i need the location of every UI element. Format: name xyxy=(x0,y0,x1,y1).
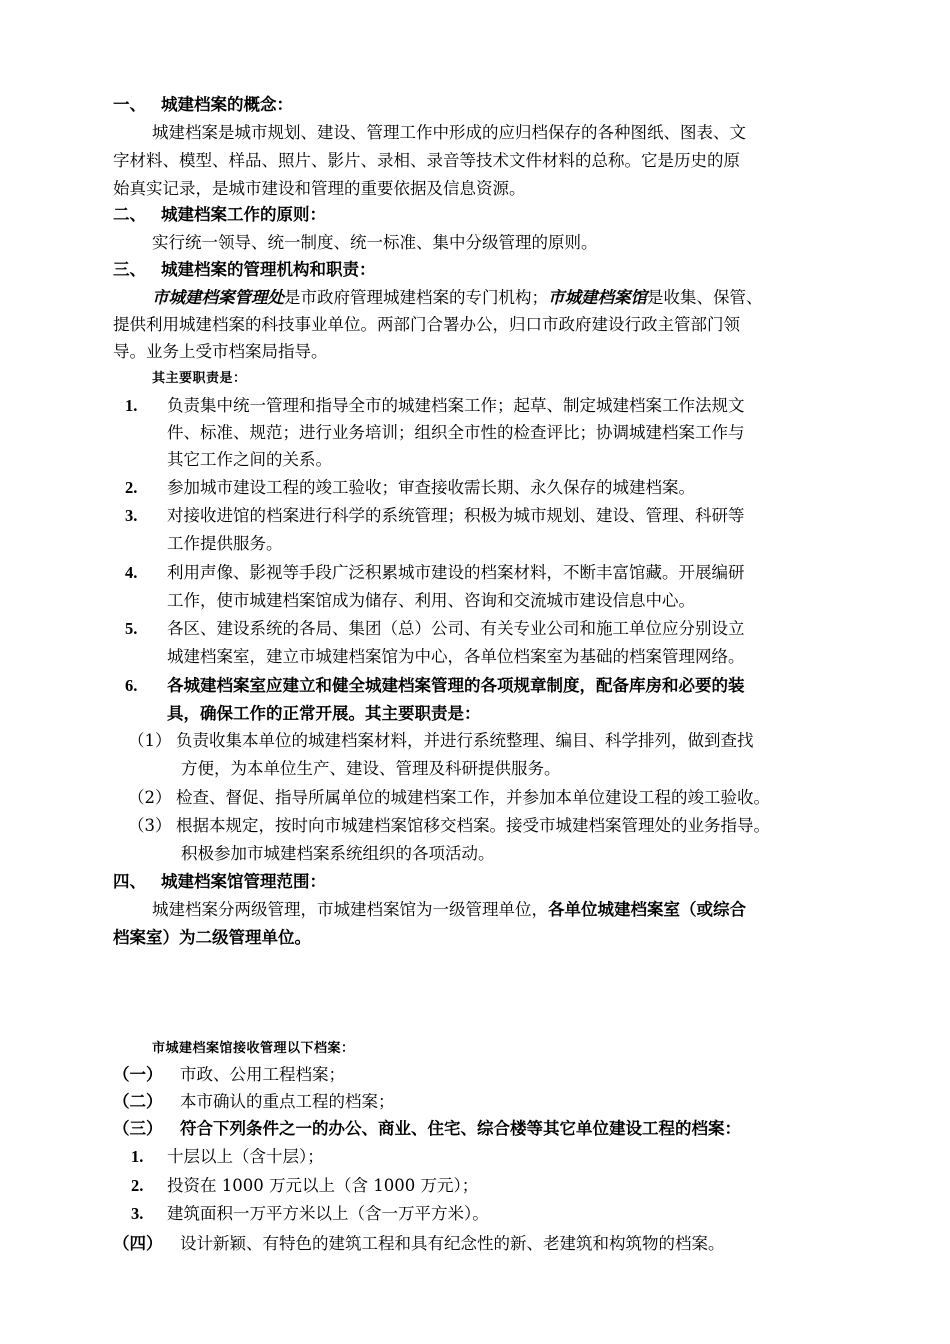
list-item-line: 各城建档案室应建立和健全城建档案管理的各项规章制度，配备库房和必要的装 xyxy=(167,676,745,695)
list-item-line: 件、标准、规范；进行业务培训；组织全市性的检查评比；协调城建档案工作与 xyxy=(167,423,745,442)
section-heading: 城建档案工作的原则： xyxy=(161,205,326,224)
list-number: （三） xyxy=(113,1119,163,1138)
section-heading: 城建档案的概念： xyxy=(161,95,293,114)
condition-number: 2. xyxy=(131,1176,144,1195)
list-item-line: 工作，使市城建档案馆成为储存、利用、咨询和交流城市建设信息中心。 xyxy=(167,591,695,610)
paragraph-line xyxy=(152,287,763,309)
paragraph-line: 提供利用城建档案的科技事业单位。两部门合署办公，归口市政府建设行政主管部门领 xyxy=(113,315,740,334)
list-item-line: 参加城市建设工程的竣工验收；审查接收需长期、永久保存的城建档案。 xyxy=(167,478,695,497)
org-name: 市城建档案管理处 xyxy=(152,288,284,307)
list-number: 6. xyxy=(125,676,138,695)
condition-text: 投资在 1000 万元以上（含 1000 万元）； xyxy=(167,1176,479,1195)
receive-label: 市城建档案馆接收管理以下档案： xyxy=(152,1041,355,1056)
section-number: 二、 xyxy=(113,205,146,224)
list-item-line: 工作提供服务。 xyxy=(167,534,283,553)
list-item-line: 利用声像、影视等手段广泛积累城市建设的档案材料，不断丰富馆藏。开展编研 xyxy=(167,563,745,582)
section-heading: 城建档案的管理机构和职责： xyxy=(161,260,376,279)
list-item-line: 城建档案室，建立市城建档案馆为中心，各单位档案室为基础的档案管理网络。 xyxy=(167,647,745,666)
condition-text: 建筑面积一万平方米以上（含一万平方米）。 xyxy=(167,1204,489,1223)
condition-number: 3. xyxy=(131,1204,144,1223)
text-run: 城建档案分两级管理，市城建档案馆为一级管理单位， xyxy=(152,900,548,919)
list-item-text: 设计新颖、有特色的建筑工程和具有纪念性的新、老建筑和构筑物的档案。 xyxy=(180,1234,725,1253)
paragraph-line: 导。业务上受市档案局指导。 xyxy=(113,342,328,361)
section-number: 三、 xyxy=(113,260,146,279)
section-number: 四、 xyxy=(113,872,146,891)
condition-number: 1. xyxy=(131,1147,144,1166)
sublist-number: （1） xyxy=(128,731,172,750)
list-item-line: 其它工作之间的关系。 xyxy=(167,450,332,469)
sublist-number: （2） xyxy=(128,788,172,807)
list-item-text: 符合下列条件之一的办公、商业、住宅、综合楼等其它单位建设工程的档案： xyxy=(180,1119,741,1138)
sublist-item-line: 根据本规定，按时向市城建档案馆移交档案。接受市城建档案管理处的业务指导。 xyxy=(176,816,770,835)
sublist-number: （3） xyxy=(128,816,172,835)
list-number: （一） xyxy=(113,1065,163,1084)
section-heading: 城建档案馆管理范围： xyxy=(161,872,326,891)
condition-text: 十层以上（含十层）； xyxy=(167,1147,324,1166)
list-number: 3. xyxy=(125,506,138,525)
paragraph-line: 始真实记录，是城市建设和管理的重要依据及信息资源。 xyxy=(113,179,526,198)
text-run: 是收集、保管、 xyxy=(647,288,763,307)
sublist-item-line: 积极参加市城建档案系统组织的各项活动。 xyxy=(181,844,495,863)
list-number: （二） xyxy=(113,1092,163,1111)
paragraph-line: 实行统一领导、统一制度、统一标准、集中分级管理的原则。 xyxy=(152,233,598,252)
list-number: 2. xyxy=(125,478,138,497)
list-number: 1. xyxy=(125,396,138,415)
list-number: 4. xyxy=(125,563,138,582)
sublist-item-line: 方便，为本单位生产、建设、管理及科研提供服务。 xyxy=(181,759,561,778)
paragraph-line: 字材料、模型、样品、照片、影片、录相、录音等技术文件材料的总称。它是历史的原 xyxy=(113,151,740,170)
text-run: 是市政府管理城建档案的专门机构； xyxy=(284,288,548,307)
section-number: 一、 xyxy=(113,95,146,114)
sublist-item-line: 检查、督促、指导所属单位的城建档案工作，并参加本单位建设工程的竣工验收。 xyxy=(176,788,770,807)
list-item-text: 市政、公用工程档案； xyxy=(180,1065,345,1084)
org-name: 市城建档案馆 xyxy=(548,288,647,307)
list-number: 5. xyxy=(125,619,138,638)
text-run-bold: 各单位城建档案室（或综合 xyxy=(548,900,746,919)
paragraph-line xyxy=(152,899,746,921)
list-number: （四） xyxy=(113,1234,163,1253)
paragraph-line: 档案室）为二级管理单位。 xyxy=(113,928,311,947)
duties-label: 其主要职责是： xyxy=(152,371,247,386)
list-item-line: 负责集中统一管理和指导全市的城建档案工作；起草、制定城建档案工作法规文 xyxy=(167,396,745,415)
list-item-line: 各区、建设系统的各局、集团（总）公司、有关专业公司和施工单位应分别设立 xyxy=(167,619,745,638)
list-item-line: 对接收进馆的档案进行科学的系统管理；积极为城市规划、建设、管理、科研等 xyxy=(167,506,745,525)
list-item-text: 本市确认的重点工程的档案； xyxy=(180,1092,395,1111)
paragraph-line: 城建档案是城市规划、建设、管理工作中形成的应归档保存的各种图纸、图表、文 xyxy=(152,123,746,142)
sublist-item-line: 负责收集本单位的城建档案材料，并进行系统整理、编目、科学排列，做到查找 xyxy=(176,731,754,750)
list-item-line: 具，确保工作的正常开展。其主要职责是： xyxy=(167,704,481,723)
